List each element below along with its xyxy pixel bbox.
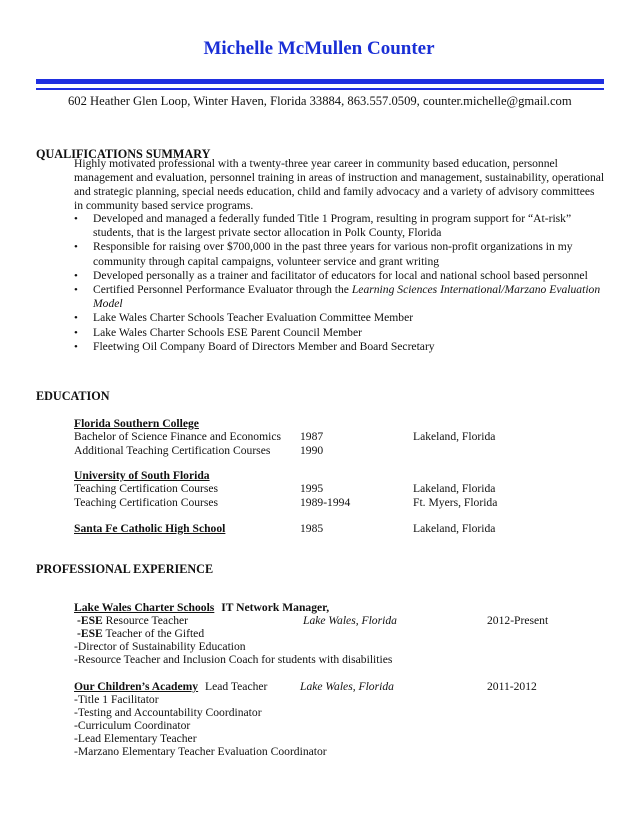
qualification-bullet: [74, 340, 604, 354]
bullet-text: Certified Personnel Performance Evaluator through the: [93, 283, 352, 297]
summary-line: management and evaluation, personnel training in areas of instruction and management, sustainability, operational: [74, 171, 605, 184]
job-duty: -Resource Teacher and Inclusion Coach for students with disabilities: [74, 653, 393, 666]
bullet-text: Developed and managed a federally funded Title 1 Program, resulting in program support for “At-risk”: [93, 212, 572, 225]
job-title: IT Network Manager,: [221, 601, 330, 614]
education-heading: EDUCATION: [36, 389, 110, 403]
bullet-icon: •: [74, 312, 78, 325]
bullet-text: Fleetwing Oil Company Board of Directors Member and Board Secretary: [93, 339, 435, 353]
summary-line: Highly motivated professional with a twenty-three year career in community based education, personnel: [74, 157, 558, 170]
job-location: Lake Wales, Florida: [300, 680, 394, 693]
course-year: 1995: [300, 482, 324, 495]
bullet-text: Responsible for raising over $700,000 in the past three years for various non-profit organizations in my: [93, 240, 573, 254]
course-year: 1990: [300, 444, 324, 457]
qualification-bullet: [74, 311, 604, 325]
summary-line: in community based service programs.: [74, 199, 254, 212]
experience-heading: PROFESSIONAL EXPERIENCE: [36, 562, 214, 576]
course-name: Additional Teaching Certification Courses: [74, 444, 271, 457]
bullet-text-italic: Model: [93, 297, 123, 311]
resume-name: Michelle McMullen Counter: [203, 38, 435, 59]
job-duty: -Title 1 Facilitator: [74, 693, 159, 706]
job-duty: -Lead Elementary Teacher: [74, 732, 197, 745]
bullet-icon: •: [74, 269, 78, 282]
job-line: [77, 614, 188, 627]
bullet-text: community through capital campaigns, volunteer service and grant writing: [93, 254, 440, 268]
school-name: University of South Florida: [74, 469, 210, 482]
job-duty: -Marzano Elementary Teacher Evaluation Coordinator: [74, 745, 327, 758]
qualification-bullet: [74, 240, 604, 268]
course-name: Teaching Certification Courses: [74, 482, 219, 495]
course-location: Ft. Myers, Florida: [413, 496, 498, 509]
bullet-text: Lake Wales Charter Schools Teacher Evaluation Committee Member: [93, 311, 414, 325]
course-location: Lakeland, Florida: [413, 482, 496, 495]
job-duty: -Director of Sustainability Education: [74, 640, 246, 653]
job-title: Lead Teacher: [205, 680, 268, 693]
school-name: Santa Fe Catholic High School: [74, 522, 226, 535]
job-dates: 2011-2012: [487, 680, 537, 693]
header-rule-thick: [36, 79, 604, 84]
bullet-icon: •: [74, 213, 78, 225]
job-header: [74, 601, 329, 614]
header-rule-thin: [36, 88, 604, 90]
bullet-text: Developed personally as a trainer and facilitator of educators for local and national school based personnel: [93, 268, 588, 282]
course-year: 1987: [300, 430, 324, 443]
job-duty: -Testing and Accountability Coordinator: [74, 706, 262, 719]
course-location: Lakeland, Florida: [413, 522, 496, 535]
course-year: 1989-1994: [300, 496, 351, 509]
bullet-icon: •: [74, 241, 78, 254]
course-name: Teaching Certification Courses: [74, 496, 219, 509]
bullet-icon: •: [74, 284, 78, 297]
job-line-bold: -ESE: [77, 614, 103, 627]
bullet-icon: •: [74, 326, 78, 339]
bullet-text-italic: Learning Sciences International/Marzano Evaluation: [351, 283, 601, 297]
job-location: Lake Wales, Florida: [303, 614, 397, 627]
qualification-bullet: [74, 212, 604, 240]
job-line-text: Resource Teacher: [102, 614, 189, 627]
qualifications-heading: QUALIFICATIONS SUMMARY: [36, 147, 211, 161]
bullet-icon: •: [74, 340, 78, 353]
bullet-text: Lake Wales Charter Schools ESE Parent Council Member: [93, 325, 362, 339]
contact-line: 602 Heather Glen Loop, Winter Haven, Florida 33884, 863.557.0509, counter.michelle@gmail.com: [68, 94, 572, 108]
job-header: [74, 680, 267, 693]
bullet-text: students, that is the largest private sector allocation in Polk County, Florida: [93, 226, 442, 240]
qualifications-bullet-list: [74, 212, 604, 354]
job-line-bold: -ESE: [77, 627, 103, 640]
school-name: Florida Southern College: [74, 417, 199, 430]
course-year: 1985: [300, 522, 324, 535]
job-line: [77, 627, 204, 640]
employer-name: Our Children’s Academy: [74, 680, 199, 693]
employer-name: Lake Wales Charter Schools: [74, 601, 215, 614]
qualification-bullet: [74, 283, 604, 311]
course-location: Lakeland, Florida: [413, 430, 496, 443]
course-name: Bachelor of Science Finance and Economics: [74, 430, 282, 443]
qualification-bullet: [74, 326, 604, 340]
job-dates: 2012-Present: [487, 614, 549, 627]
summary-line: and strategic planning, special needs education, child and family advocacy and a variety of advisory committees: [74, 185, 595, 198]
job-duty: -Curriculum Coordinator: [74, 719, 191, 732]
job-line-text: Teacher of the Gifted: [102, 627, 205, 640]
qualification-bullet: [74, 269, 604, 283]
